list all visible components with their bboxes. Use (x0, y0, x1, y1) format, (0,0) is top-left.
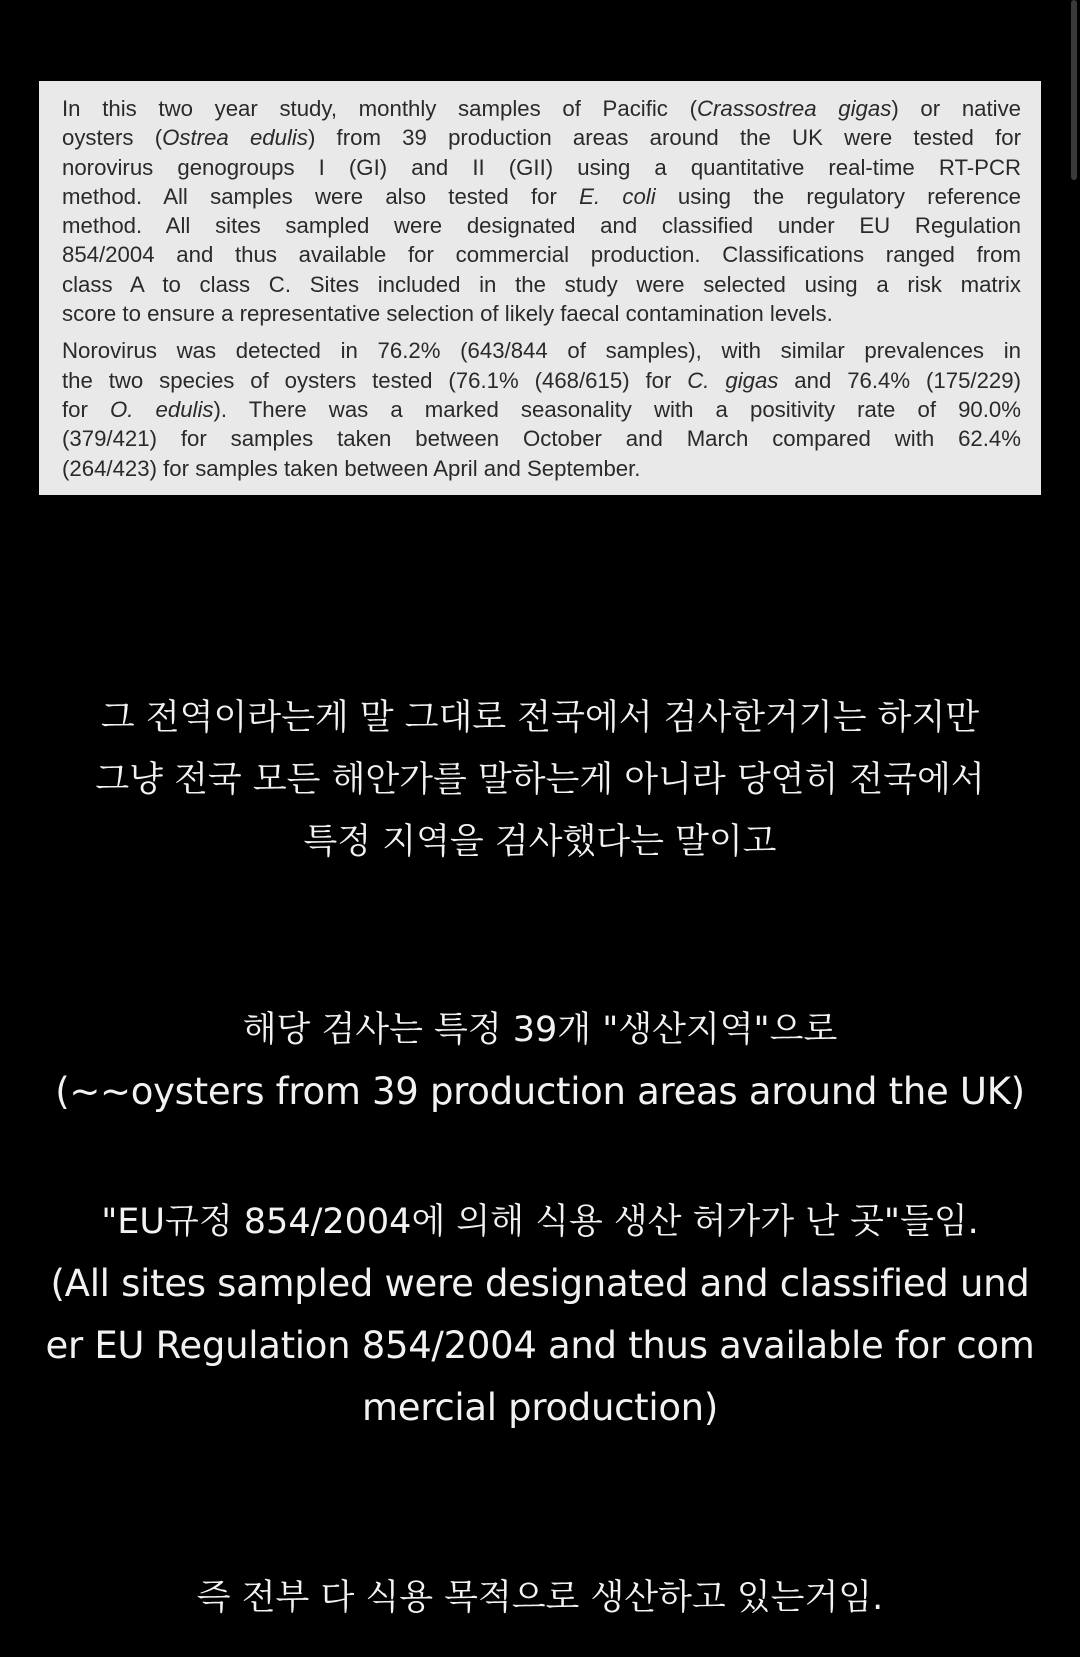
comment-block-1 (0, 687, 1080, 873)
paper-excerpt-image (39, 81, 1041, 495)
excerpt-paragraph-1 (62, 94, 1021, 328)
comment-line: (All sites sampled were designated and classified und (50, 1262, 1030, 1305)
excerpt-line: oysters (Ostrea edulis) from 39 production areas around the UK were tested for (62, 125, 1021, 151)
excerpt-line: In this two year study, monthly samples of Pacific (Crassostrea gigas) or native (62, 96, 1022, 121)
excerpt-paragraph-2 (62, 336, 1021, 482)
comment-line: 그냥 전국 모든 해안가를 말하는게 아니라 당연히 전국에서 (95, 760, 985, 800)
excerpt-line: method. All sites sampled were designated and classified under EU Regulation (62, 213, 1021, 239)
comment-block-4 (0, 1567, 1080, 1629)
excerpt-line: score to ensure a representative selection of likely faecal contamination levels. (62, 301, 833, 327)
excerpt-line: the two species of oysters tested (76.1% (468/615) for C. gigas and 76.4% (175/229) (62, 367, 1021, 393)
comment-line: 그 전역이라는게 말 그대로 전국에서 검사한거기는 하지만 (100, 698, 980, 738)
comment-block-3 (0, 1191, 1080, 1439)
excerpt-line: 854/2004 and thus available for commercial production. Classifications ranged from (62, 242, 1021, 268)
excerpt-line: class A to class C. Sites included in the study were selected using a risk matrix (62, 271, 1021, 297)
comment-line: 해당 검사는 특정 39개 "생산지역"으로 (242, 1010, 838, 1050)
comment-line: "EU규정 854/2004에 의해 식용 생산 허가가 난 곳"들임. (101, 1202, 979, 1242)
comment-line: 특정 지역을 검사했다는 말이고 (303, 822, 777, 862)
excerpt-line: for O. edulis). There was a marked seasonality with a positivity rate of 90.0% (62, 396, 1021, 422)
excerpt-line: (264/423) for samples taken between April and September. (62, 455, 641, 481)
comment-line: er EU Regulation 854/2004 and thus available for com (45, 1324, 1035, 1367)
excerpt-line: norovirus genogroups I (GI) and II (GII) using a quantitative real-time RT-PCR (62, 154, 1021, 180)
excerpt-line: method. All samples were also tested for E. coli using the regulatory reference (62, 183, 1021, 209)
scrollbar[interactable] (1071, 0, 1077, 180)
comment-line: mercial production) (362, 1386, 718, 1429)
comment-block-2 (0, 999, 1080, 1123)
excerpt-line: Norovirus was detected in 76.2% (643/844 of samples), with similar prevalences in (62, 338, 1021, 364)
comment-line: (~~oysters from 39 production areas around the UK) (55, 1070, 1025, 1113)
comment-line: 즉 전부 다 식용 목적으로 생산하고 있는거임. (196, 1578, 884, 1618)
excerpt-line: (379/421) for samples taken between October and March compared with 62.4% (62, 426, 1021, 452)
